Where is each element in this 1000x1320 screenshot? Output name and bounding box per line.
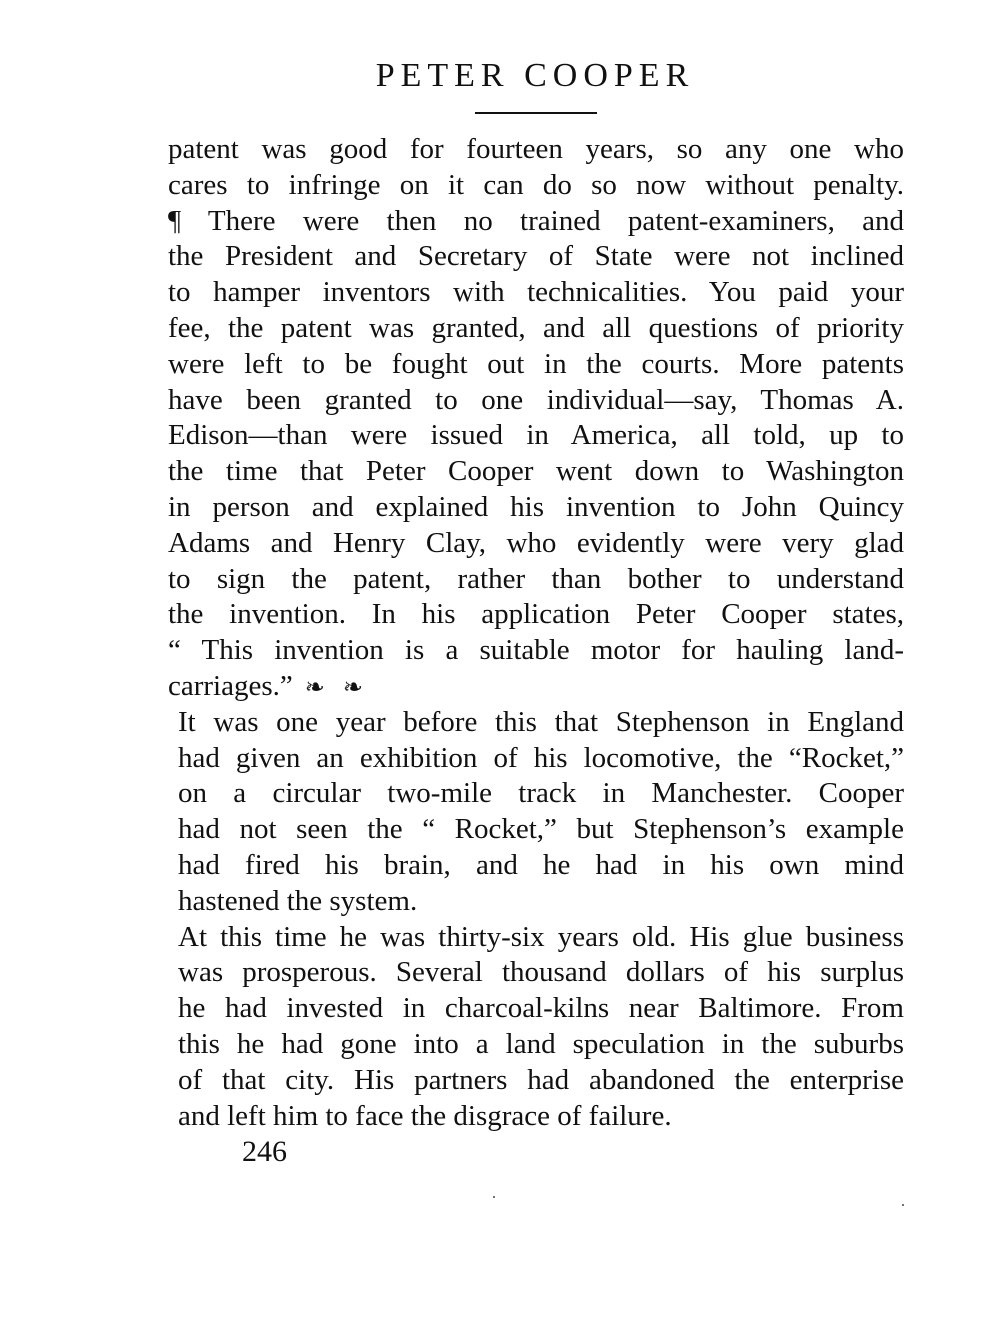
text-line: have been granted to one individual—say, Thomas A. bbox=[168, 383, 904, 416]
text-line: the time that Peter Cooper went down to Washington bbox=[168, 455, 904, 488]
header-rule bbox=[475, 112, 597, 114]
text-line: “ This invention is a suitable motor for hauling land- bbox=[168, 634, 904, 667]
text-line: to hamper inventors with technicalities. You paid your bbox=[168, 276, 904, 309]
print-speck bbox=[902, 1204, 904, 1206]
text-line: he had invested in charcoal-kilns near Baltimore. From bbox=[178, 992, 904, 1025]
text-line: ¶ There were then no trained patent-examiners, and bbox=[168, 204, 904, 237]
text-line: Adams and Henry Clay, who evidently were very glad bbox=[168, 526, 904, 559]
text-line: fee, the patent was granted, and all questions of priority bbox=[168, 311, 904, 344]
text-line-content: carriages.” bbox=[168, 669, 293, 702]
text-line: to sign the patent, rather than bother to understand bbox=[168, 562, 904, 595]
text-line: on a circular two-mile track in Manchester. Cooper bbox=[178, 777, 904, 810]
body-text bbox=[168, 132, 904, 1134]
text-line: had fired his brain, and he had in his own mind bbox=[178, 848, 904, 881]
text-line: Edison—than were issued in America, all told, up to bbox=[168, 419, 904, 452]
text-line: patent was good for fourteen years, so any one who bbox=[168, 133, 904, 165]
text-line: was prosperous. Several thousand dollars of his surplus bbox=[178, 956, 904, 989]
text-line: At this time he was thirty-six years old. His glue business bbox=[178, 920, 904, 953]
print-speck bbox=[493, 1196, 495, 1198]
text-line: were left to be fought out in the courts. More patents bbox=[168, 347, 904, 380]
text-line: the President and Secretary of State were not inclined bbox=[168, 240, 904, 273]
text-line-with-ornament bbox=[168, 669, 904, 705]
text-line: of that city. His partners had abandoned the enterprise bbox=[178, 1063, 904, 1096]
page-number: 246 bbox=[242, 1135, 287, 1168]
text-line: It was one year before this that Stephenson in England bbox=[178, 705, 904, 738]
text-line: had not seen the “ Rocket,” but Stephenson’s example bbox=[178, 813, 904, 846]
text-line: cares to infringe on it can do so now without penalty. bbox=[168, 168, 904, 201]
fleuron-icon: ❧ ❧ bbox=[304, 674, 369, 701]
text-line: the invention. In his application Peter Cooper states, bbox=[168, 598, 904, 631]
running-head: PETER COOPER bbox=[375, 57, 695, 94]
text-line: this he had gone into a land speculation in the suburbs bbox=[178, 1027, 904, 1060]
text-line: hastened the system. bbox=[178, 884, 418, 917]
text-line: in person and explained his invention to John Quincy bbox=[168, 490, 904, 523]
text-line: and left him to face the disgrace of failure. bbox=[178, 1099, 672, 1132]
text-line: had given an exhibition of his locomotive, the “Rocket,” bbox=[178, 741, 904, 774]
